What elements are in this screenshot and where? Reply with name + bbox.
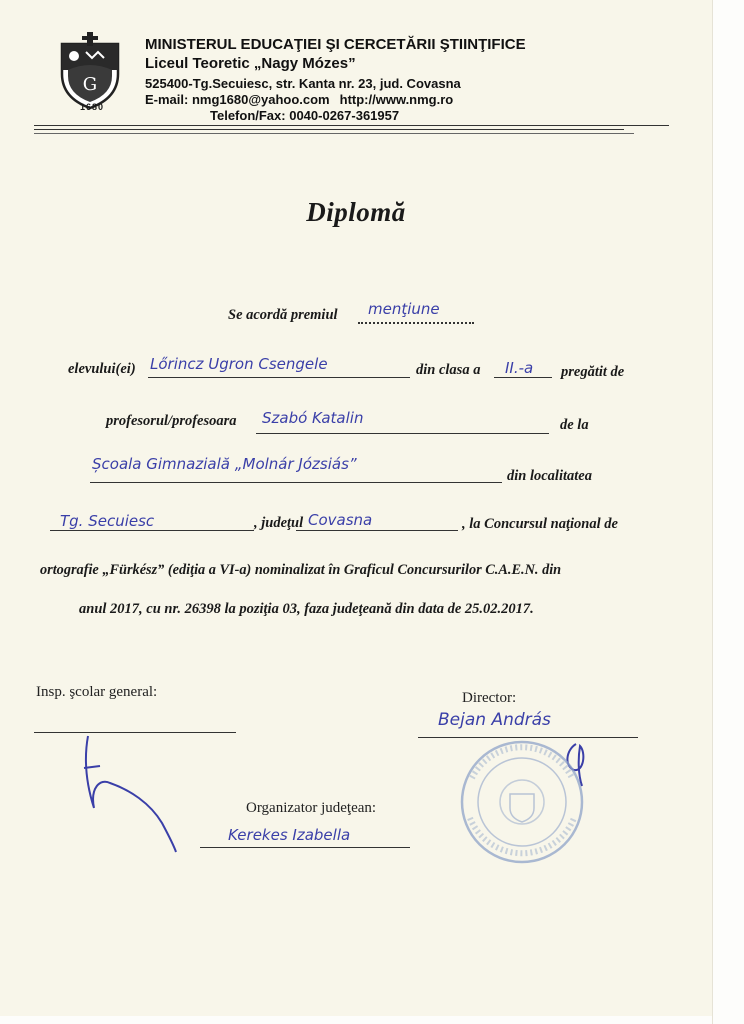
diploma-title: Diplomă <box>306 197 406 227</box>
student-label: elevului(ei) <box>68 361 136 377</box>
school-line <box>90 482 502 483</box>
student-school: Școala Gimnazială „Molnár Józsiás” <box>92 455 357 473</box>
locality-label: din localitatea <box>507 468 592 484</box>
class-line <box>494 377 552 378</box>
student-name: Lőrincz Ugron Csengele <box>150 355 328 373</box>
inspector-label: Insp. şcolar general: <box>36 684 158 700</box>
school-website[interactable]: http://www.nmg.ro <box>339 92 454 107</box>
scan-edge <box>712 0 744 1024</box>
inspector-signature-icon <box>70 728 190 858</box>
school-name: Liceul Teoretic „Nagy Mózes” <box>145 55 356 72</box>
contest-description: ortografie „Fürkész” (ediţia a VI-a) nominalizat în Graficul Concursurilor C.A.E.N. din <box>40 562 562 578</box>
award-value: menţiune <box>368 300 440 318</box>
contest-label: , la Concursul naţional de <box>462 516 618 532</box>
header-rule <box>34 125 669 126</box>
school-phone: Telefon/Fax: 0040-0267-361957 <box>210 108 400 123</box>
contact-line <box>145 92 453 107</box>
teacher-name: Szabó Katalin <box>262 409 364 427</box>
locality-value: Tg. Secuiesc <box>60 512 155 530</box>
teacher-label: profesorul/profesoara <box>106 413 237 429</box>
student-line <box>148 377 410 378</box>
contest-details: anul 2017, cu nr. 26398 la poziţia 03, faza judeţeană din data de 25.02.2017. <box>79 601 534 617</box>
header-rule <box>34 133 634 134</box>
organizer-signature-line <box>200 847 410 848</box>
county-line <box>296 530 458 531</box>
county-label: , judeţul <box>254 515 304 531</box>
scan-bottom-edge <box>0 1016 712 1024</box>
school-address: 525400-Tg.Secuiesc, str. Kanta nr. 23, jud. Covasna <box>145 76 461 91</box>
class-label: din clasa a <box>416 362 481 378</box>
county-value: Covasna <box>308 511 373 529</box>
teacher-line <box>256 433 549 434</box>
director-label: Director: <box>462 690 517 706</box>
official-stamp-icon <box>458 738 586 866</box>
class-value: II.-a <box>505 359 534 377</box>
organizer-name: Kerekes Izabella <box>228 826 351 844</box>
organizer-label: Organizator judeţean: <box>246 800 377 816</box>
svg-text:G: G <box>82 74 98 95</box>
director-name: Bejan András <box>438 710 551 730</box>
crest-year: 1680 <box>79 102 105 112</box>
header-rule <box>34 129 624 130</box>
school-email: E-mail: nmg1680@yahoo.com <box>145 92 330 107</box>
ministry-name: MINISTERUL EDUCAŢIEI ŞI CERCETĂRII ŞTIINŢIFICE <box>145 36 526 53</box>
award-label: Se acordă premiul <box>228 307 338 323</box>
award-dotted-line <box>358 322 474 324</box>
prepared-label: pregătit de <box>561 364 625 380</box>
locality-line <box>50 530 254 531</box>
from-label: de la <box>560 417 589 433</box>
